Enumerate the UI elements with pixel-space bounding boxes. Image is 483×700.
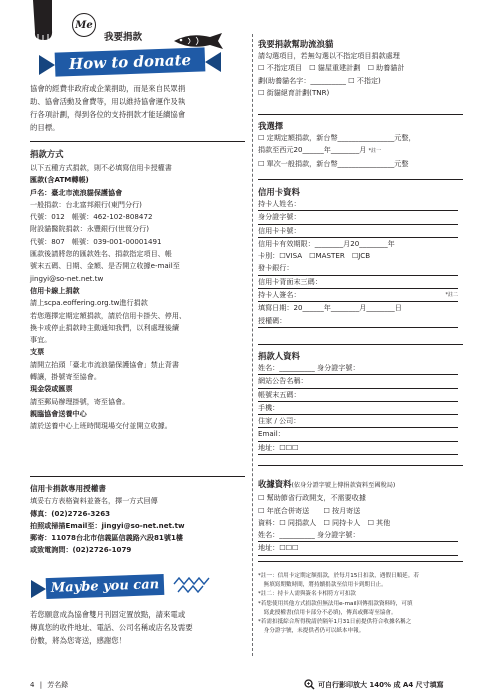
page-number: 4 bbox=[30, 681, 35, 689]
tnr-checkbox[interactable]: ☐ 街貓絕育計劃(TNR) bbox=[258, 87, 330, 97]
form-section-receipt: 收據資料(依身分證字號上傳捐款資料至國稅局) ☐ 幫助節省行政開支，不需要收據 ☐ 年底合併寄送 ☐ 按月寄送 資料：☐ 同捐款人 ☐ 同持卡人 ☐ 其他 姓名：__________ 身分證字號： 地址：☐☐☐ bbox=[258, 472, 463, 556]
remit-title: 匯款(含ATM轉帳) bbox=[30, 175, 89, 185]
page-footer: 4 | 芳名錄 bbox=[30, 681, 69, 689]
check-line: 請開立抬頭「臺北市流浪貓保護協會」禁止背書 bbox=[30, 359, 179, 369]
auth-code-field[interactable]: 授權碼： bbox=[258, 315, 458, 328]
form-instruction: 請勾選項目，若無勾選以不指定項目捐款處理 bbox=[258, 51, 400, 60]
remit-line: 一般捐款：台北富邦銀行(東門分行) bbox=[30, 199, 142, 209]
address-field[interactable]: 地址：☐☐☐ bbox=[258, 442, 458, 455]
auth-line: 填妥右方表格資料並簽名，擇一方式回傳 bbox=[30, 496, 158, 506]
remit-line: 戶名：臺北市流浪貓保護協會 bbox=[30, 187, 123, 197]
receipt-name-field[interactable]: 姓名：__________ 身分證字號： bbox=[258, 529, 458, 542]
how-to-donate-banner: How to donate bbox=[55, 47, 206, 76]
id-number-field[interactable]: 身分證字號： bbox=[258, 211, 458, 224]
phone-number: 或致電詢問：(02)2726-1079 bbox=[30, 545, 132, 555]
cash-line: 請至郵局辦理掛號，寄至協會。 bbox=[30, 396, 130, 406]
page-title: 我要捐款 bbox=[104, 32, 143, 43]
fill-date-field[interactable]: 填寫日期：20______年________月________日 bbox=[258, 303, 402, 313]
banner-ribbon-tail bbox=[205, 52, 221, 72]
public-name-field[interactable]: 網站公告名稱： bbox=[258, 375, 458, 388]
recurring-end-row[interactable]: 捐款至西元20______年________月 *註一 bbox=[258, 145, 382, 155]
mail-address: 郵寄：11078台北市信義區信義路六段81號1樓 bbox=[30, 533, 183, 543]
visit-line: 請於送養中心上班時間現場交付並開立收據。 bbox=[30, 421, 172, 431]
visit-title: 親臨協會送養中心 bbox=[30, 408, 87, 418]
mobile-field[interactable]: 手機： bbox=[258, 402, 458, 415]
banner-ribbon-tail bbox=[39, 55, 55, 75]
home-office-field[interactable]: 住家 / 公司： bbox=[258, 415, 458, 428]
issuing-bank-field[interactable]: 發卡銀行： bbox=[258, 262, 458, 275]
remit-line: 附設貓醫院捐款：永豐銀行(世貿分行) bbox=[30, 224, 150, 234]
email-link[interactable]: 拍照或掃描Email至：jingyi@so-net.net.tw bbox=[30, 520, 185, 530]
remit-email-link[interactable]: jingyi@so-net.net.tw bbox=[30, 273, 104, 283]
form-section-credit-card: 信用卡資料 持卡人姓名： 身分證字號： 信用卡卡號： 信用卡有效期限：________月20________年 卡別：☐VISA ☐MASTER ☐JCB 發卡銀行： 信用卡背面末三碼： 持卡人簽名： *註二 填寫日期：20______年________月________日 授權碼： bbox=[258, 186, 463, 328]
me-badge bbox=[72, 13, 96, 37]
online-title: 信用卡線上捐款 bbox=[30, 285, 80, 295]
remit-line: 號末五碼、日期、金額、是否開立收據e-mail至 bbox=[30, 261, 180, 271]
online-line: 若您選擇定期定額捐款，請於信用卡掛失、停用、 bbox=[30, 310, 187, 320]
card-expiry-field[interactable]: 信用卡有效期限：________月20________年 bbox=[258, 238, 395, 248]
donor-name-field[interactable]: 姓名：__________ 身分證字號： bbox=[258, 362, 458, 375]
form-section-choice: 我選擇 ☐ 定期定額捐款，新台幣________________元整， 捐款至西元20______年________月 *註一 ☐ 單次一般捐款，新台幣________________元整 bbox=[258, 120, 463, 170]
project-checkbox-row[interactable]: ☐ 不指定項目 ☐ 貓屋重建計劃 ☐ 助養貓計 bbox=[258, 63, 405, 73]
fax-number: 傳真：(02)2726-3263 bbox=[30, 508, 111, 518]
section-name: 芳名錄 bbox=[47, 681, 69, 689]
methods-intro: 以下五種方式捐款，則不必填寫信用卡授權書 bbox=[30, 163, 172, 172]
intro-text: 協會的經費非政府或企業捐助，而是來自民眾捐 助、協會活動及會費等，用以維持協會運作及執 行各項計劃，得到各位的支持捐款才能延續協會 的目標。 bbox=[30, 84, 186, 132]
receipt-data-source-checkboxes[interactable]: 資料：☐ 同捐款人 ☐ 同持卡人 ☐ 其他 bbox=[258, 517, 391, 527]
form-section-donate: 我要捐款幫助流浪貓 請勾選項目，若無勾選以不指定項目捐款處理 ☐ 不指定項目 ☐ 貓屋重建計劃 ☐ 助養貓計 劃(助養貓名字：__________ ☐ 不指定) ☐ 街貓絕育計劃(TNR) bbox=[258, 38, 463, 99]
card-number-field[interactable]: 信用卡卡號： bbox=[258, 225, 458, 238]
remit-line: 代號：012 帳號：462-102-808472 bbox=[30, 212, 153, 222]
card-type-checkboxes[interactable]: 卡別：☐VISA ☐MASTER ☐JCB bbox=[258, 251, 371, 261]
online-line: 換卡或停止捐款時主動通知我們，以利處理後續 bbox=[30, 322, 179, 332]
online-line: 事宜。 bbox=[30, 335, 52, 345]
authorization-info bbox=[30, 483, 245, 557]
cat-paw-icon bbox=[30, 0, 58, 44]
email-field[interactable]: Email： bbox=[258, 428, 458, 441]
cardholder-signature-field[interactable]: 持卡人簽名： *註二 bbox=[258, 289, 458, 302]
me-badge-text: Me bbox=[75, 19, 93, 31]
banner-ribbon-tail bbox=[31, 580, 46, 598]
receipt-address-field[interactable]: 地址：☐☐☐ bbox=[258, 542, 458, 555]
form-notes: *註一：信用卡定期定額捐款，於每月15日扣款，遇假日順延。若 無填寫期數時間，將持續捐款至信用卡到期日止。 *註二：持卡人需與簽名卡相符方可扣款 *若您使用其他方式捐款但無法用e-mail回傳捐款資料時，可填 寫此授權書(信用卡部分不必填)，傳真或郵寄至協會。 *若需扣抵綜合所得稅請於隔年1月31日前提供符合收據名稱之 身分證字號，未提供者仍可以紙本申報。 bbox=[258, 573, 419, 635]
form-section-donor: 捐款人資料 姓名：__________ 身分證字號： 網站公告名稱： 帳號末五碼： 手機： 住家 / 公司： Email： 地址：☐☐☐ bbox=[258, 350, 463, 455]
card-cvv-field[interactable]: 信用卡背面末三碼： bbox=[258, 276, 458, 289]
online-link[interactable]: 請上scpa.eoffering.org.tw進行捐款 bbox=[30, 298, 148, 308]
check-title: 支票 bbox=[30, 347, 45, 357]
sponsor-cat-row[interactable]: 劃(助養貓名字：__________ ☐ 不指定) bbox=[258, 75, 381, 85]
auth-title: 信用卡捐款專用授權書 bbox=[30, 484, 106, 493]
remit-line: 匯款後請將您的匯款姓名、捐款指定項目、帳 bbox=[30, 249, 172, 259]
methods-title: 捐款方式 bbox=[30, 149, 64, 159]
receipt-frequency-checkboxes[interactable]: ☐ 年底合併寄送 ☐ 按月寄送 bbox=[258, 505, 361, 515]
recurring-donation-row[interactable]: ☐ 定期定額捐款，新台幣________________元整， bbox=[258, 133, 416, 142]
maybe-text: 若您願意成為協會雙月刊固定置放點，請來電或 傳真您的收件地址、電話、公司名稱或店名及需要 份數，將為您寄送，感謝您！ bbox=[30, 610, 193, 645]
print-note: 可自行影印放大 140% 成 A4 尺寸填寫 bbox=[318, 681, 444, 689]
no-receipt-checkbox[interactable]: ☐ 幫助節省行政開支，不需要收據 bbox=[258, 493, 366, 503]
remit-line: 代號：807 帳號：039-001-00001491 bbox=[30, 236, 162, 246]
single-donation-row[interactable]: ☐ 單次一般捐款，新台幣________________元整 bbox=[258, 158, 409, 168]
magnifier-icon bbox=[304, 679, 315, 690]
donation-methods bbox=[30, 148, 245, 433]
cash-title: 現金袋或匯票 bbox=[30, 384, 73, 394]
check-line: 轉讓，掛號寄至協會。 bbox=[30, 372, 101, 382]
wave-decoration-icon bbox=[172, 574, 212, 596]
account-last5-field[interactable]: 帳號末五碼： bbox=[258, 389, 458, 402]
maybe-you-can-banner: Maybe you can bbox=[46, 574, 165, 599]
cardholder-name-field[interactable]: 持卡人姓名： bbox=[258, 198, 458, 211]
